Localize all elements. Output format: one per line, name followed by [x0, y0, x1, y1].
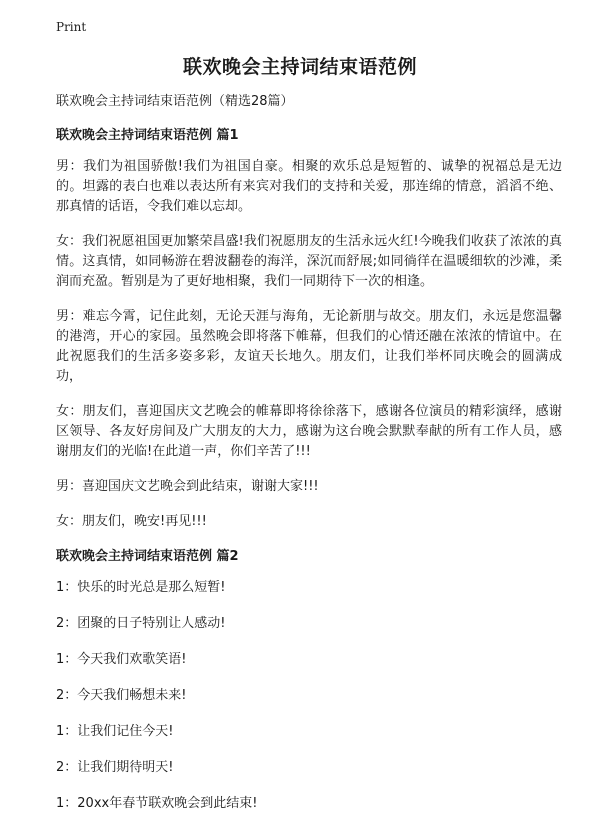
list-item: 1：20xx年春节联欢晚会到此结束!: [56, 796, 258, 811]
paragraph: 男：难忘今霄，记住此刻，无论天涯与海角，无论新朋与故交。朋友们，永远是您温馨的港湾，开心的家园。虽然晚会即将落下帷幕，但我们的心情还融在浓浓的情谊中。在此祝愿我们的生活多姿多彩，友谊天长地久。朋友们，让我们举杯同庆晚会的圆满成功，: [56, 309, 562, 384]
section-2: [56, 547, 562, 814]
page-title: 联欢晚会主持词结束语范例: [182, 56, 417, 78]
document-body: [56, 92, 562, 830]
document-subtitle: 联欢晚会主持词结束语范例（精选28篇）: [56, 94, 294, 109]
paragraph: 男：喜迎国庆文艺晚会到此结束，谢谢大家!!!: [56, 479, 319, 494]
section-1: [56, 126, 562, 532]
paragraph: 女：朋友们，晚安!再见!!!: [56, 514, 207, 529]
list-item: 1：快乐的时光总是那么短暂!: [56, 580, 226, 595]
paragraph: 男：我们为祖国骄傲!我们为祖国自豪。相聚的欢乐总是短暂的、诚挚的祝福总是无边的。坦露的表白也难以表达所有来宾对我们的支持和关爱，那连绵的情意，滔滔不绝、那真情的话语，令我们难以忘却。: [56, 159, 562, 214]
paragraph: 女：我们祝愿祖国更加繁荣昌盛!我们祝愿朋友的生活永远火红!今晚我们收获了浓浓的真情。这真情，如同畅游在碧波翻卷的海洋，深沉而舒展;如同徜徉在温暖细软的沙滩，柔润而充盈。暂别是为了更好地相聚，我们一同期待下一次的相逢。: [56, 234, 562, 289]
list-item: 2：让我们期待明天!: [56, 760, 174, 775]
section-heading: 联欢晚会主持词结束语范例 篇2: [56, 549, 239, 564]
paragraph: 女：朋友们，喜迎国庆文艺晚会的帷幕即将徐徐落下，感谢各位演员的精彩演绎，感谢区领导、各友好房间及广大朋友的大力，感谢为这台晚会默默奉献的所有工作人员，感谢朋友们的光临!在此道一声，你们辛苦了!!!: [56, 404, 562, 459]
list-item: 2：团聚的日子特别让人感动!: [56, 616, 226, 631]
list-item: 1：今天我们欢歌笑语!: [56, 652, 187, 667]
section-heading: 联欢晚会主持词结束语范例 篇1: [56, 128, 239, 143]
list-item: 1：让我们记住今天!: [56, 724, 174, 739]
print-link[interactable]: Print: [56, 20, 87, 34]
list-item: 2：今天我们畅想未来!: [56, 688, 187, 703]
